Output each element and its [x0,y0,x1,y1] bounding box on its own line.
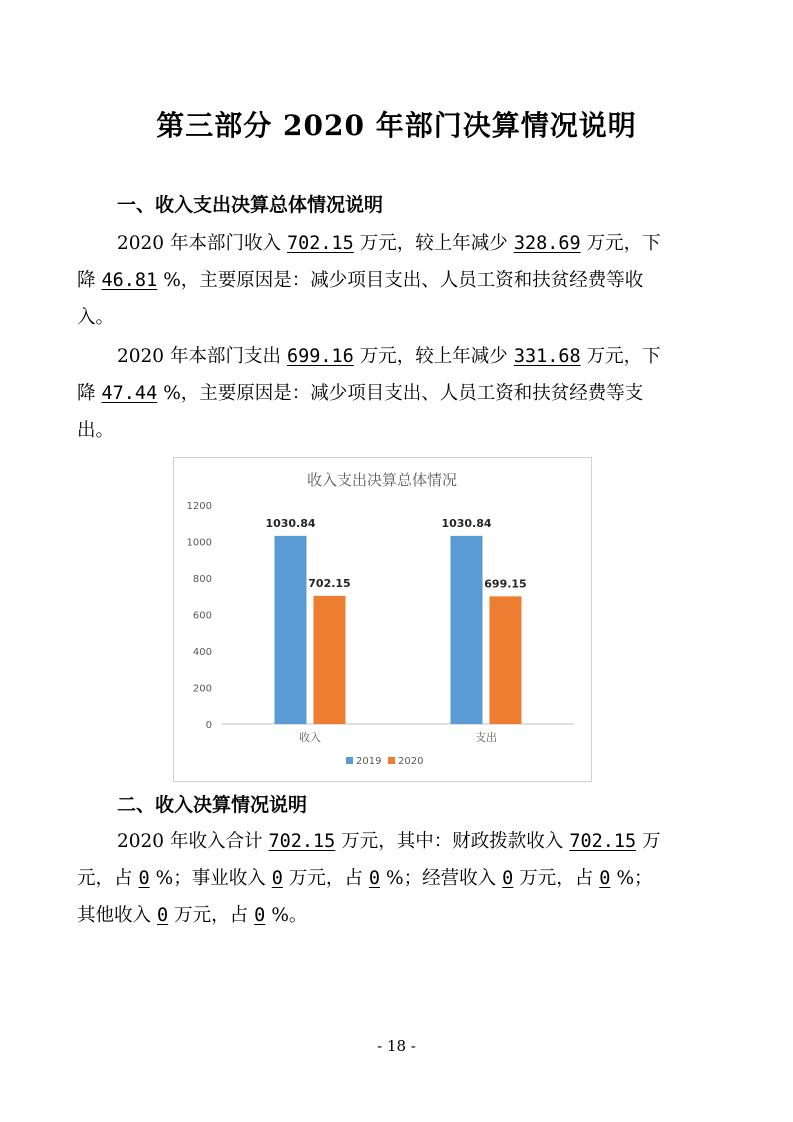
text: 万元，占 [288,868,363,889]
income-decrease-percent: 46.81 [101,270,158,291]
paragraph-revenue-line3 [77,901,717,927]
value: 0 [368,868,381,889]
text: %；经营收入 [386,868,497,889]
text: 万元，较上年减少 [359,346,508,367]
legend-label: 2020 [398,756,424,767]
x-tick-label: 收入 [299,731,321,744]
y-tick-label: 1200 [186,501,212,512]
value: 0 [138,868,150,889]
data-label: 1030.84 [441,516,492,530]
text: 万元，下 [586,233,661,254]
legend-swatch [346,757,353,764]
y-tick-label: 800 [192,574,212,585]
paragraph-revenue-line1 [117,827,717,853]
text: 万元，下 [586,346,661,367]
paragraph-expense-line3: 出。 [77,420,115,441]
chart-svg [174,458,591,781]
page-number: - 18 - [377,1037,416,1055]
page-title: 第三部分 2020 年部门决算情况说明 [156,109,637,142]
total-revenue-value: 702.15 [268,831,336,852]
data-label: 702.15 [308,576,351,590]
legend-label: 2019 [356,756,382,767]
x-tick-label: 支出 [475,731,497,744]
text: 万元，占 [519,868,594,889]
bar-2019 [275,536,307,724]
income-decrease-value: 328.69 [513,233,581,254]
bar-2020 [490,596,522,724]
y-tick-label: 600 [192,610,212,622]
text: 降 [77,383,96,404]
paragraph-revenue-line2 [77,864,717,890]
income-value: 702.15 [286,233,354,254]
text: 万元，占 [174,905,249,926]
text: %，主要原因是：减少项目支出、人员工资和扶贫经费等支 [163,383,644,404]
y-tick-label: 200 [192,683,212,695]
y-tick-label: 1000 [186,537,212,549]
data-label: 1030.84 [265,516,316,530]
section-heading-1: 一、收入支出决算总体情况说明 [117,194,384,216]
y-tick-label: 0 [205,720,212,731]
paragraph-income-line3: 入。 [77,307,115,328]
text: %；事业收入 [155,868,266,889]
legend-swatch [388,757,395,764]
text: 其他收入 [77,905,152,926]
text: 2020 年本部门支出 [117,346,281,367]
bar-2020 [314,596,346,724]
section-heading-2: 二、收入决算情况说明 [117,794,308,816]
paragraph-income-line2 [77,266,717,292]
chart-title: 收入支出决算总体情况 [306,471,458,489]
text: 万元，较上年减少 [359,233,508,254]
data-label: 699.15 [484,577,527,591]
value: 0 [254,905,266,926]
expense-decrease-percent: 47.44 [101,383,158,404]
text: %。 [271,905,308,926]
y-tick-label: 400 [192,647,212,658]
text: %，主要原因是：减少项目支出、人员工资和扶贫经费等收 [163,270,644,291]
text: 元，占 [77,868,133,889]
value: 0 [502,868,514,889]
paragraph-expense-line2 [77,379,717,405]
value: 0 [599,868,611,889]
bar-2019 [451,536,483,724]
value: 0 [157,905,169,926]
paragraph-income-line1 [117,229,717,255]
text: 降 [77,270,96,291]
expense-decrease-value: 331.68 [513,346,581,367]
paragraph-expense-line1 [117,342,717,368]
text: 万元，其中：财政拨款收入 [341,831,564,852]
income-expense-chart [173,457,592,782]
fiscal-revenue-value: 702.15 [569,831,637,852]
value: 0 [271,868,283,889]
text: 2020 年收入合计 [117,831,263,852]
text: 2020 年本部门收入 [117,233,281,254]
expense-value: 699.16 [286,346,354,367]
text: 万 [642,831,661,852]
text: %； [616,868,653,889]
